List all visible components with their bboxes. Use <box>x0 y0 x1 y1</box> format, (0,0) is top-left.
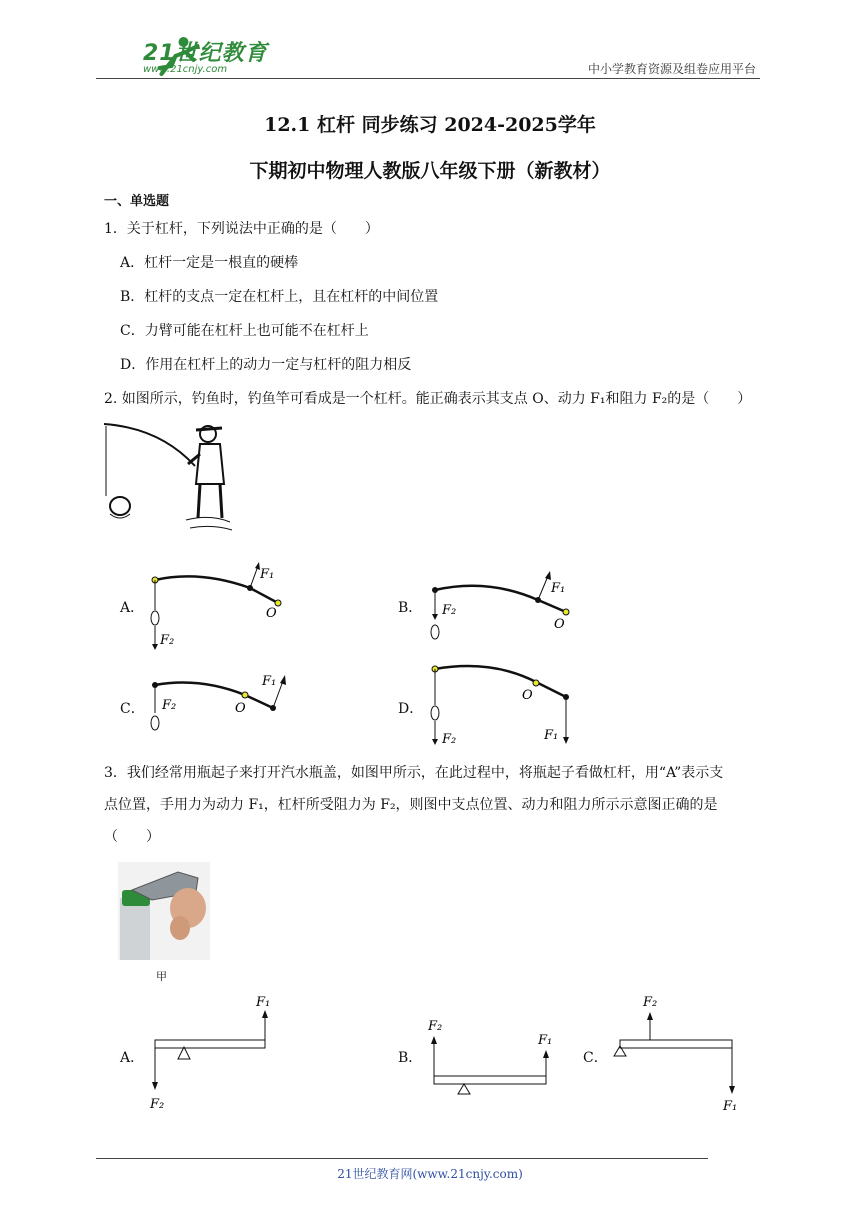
q1-option-b[interactable]: B．杠杆的支点一定在杠杆上，且在杠杆的中间位置 <box>120 289 439 305</box>
q2b-f1-label: F₁ <box>551 581 566 596</box>
q1-option-c[interactable]: C．力臂可能在杠杆上也可能不在杠杆上 <box>120 323 369 339</box>
q2a-f2-label: F₂ <box>160 633 175 648</box>
bottle-opener-photo <box>118 862 210 960</box>
logo-url: www.21cnjy.com <box>143 64 228 75</box>
q3-label-b[interactable]: B． <box>398 1050 423 1066</box>
q3-figure-b <box>418 1010 558 1100</box>
q2d-o-label: O <box>522 688 533 703</box>
q2-figure-b <box>418 560 578 655</box>
fisherman-picture <box>100 418 240 538</box>
header-divider <box>96 78 760 79</box>
q2d-f2-label: F₂ <box>442 732 457 747</box>
q2-figure-c <box>140 665 300 745</box>
q2-label-d[interactable]: D． <box>398 701 424 717</box>
q2-figure-a <box>140 560 300 655</box>
q2d-f1-label: F₁ <box>544 728 559 743</box>
section-heading: 一、单选题 <box>104 194 170 209</box>
q3-figure-c <box>605 990 745 1115</box>
logo-text: 21世纪教育 <box>143 41 268 66</box>
q3-stem-line3: （ ） <box>104 829 160 845</box>
q3c-f2-label: F₂ <box>643 995 658 1010</box>
q2c-o-label: O <box>235 701 246 716</box>
q2a-f1-label: F₁ <box>260 567 275 582</box>
q2-figure-d <box>418 655 578 750</box>
q1-option-a[interactable]: A．杠杆一定是一根直的硬棒 <box>120 255 299 271</box>
q3-figure-a <box>140 990 280 1115</box>
title-line2: 下期初中物理人教版八年级下册（新教材） <box>249 160 611 182</box>
q2a-o-label: O <box>266 606 277 621</box>
footer-divider <box>96 1158 708 1159</box>
platform-name: 中小学教育资源及组卷应用平台 <box>587 62 756 76</box>
q2-label-b[interactable]: B． <box>398 600 423 616</box>
q2c-f1-label: F₁ <box>262 674 277 689</box>
q1-option-d[interactable]: D．作用在杠杆上的动力一定与杠杆的阻力相反 <box>120 357 412 373</box>
q3a-f1-label: F₁ <box>256 995 271 1010</box>
footer-link[interactable]: 21世纪教育网(www.21cnjy.com) <box>337 1167 523 1181</box>
q2b-f2-label: F₂ <box>442 603 457 618</box>
q2-label-c[interactable]: C． <box>120 701 145 717</box>
q2-label-a[interactable]: A． <box>120 600 145 616</box>
q3-stem-line2: 点位置，手用力为动力 F₁，杠杆所受阻力为 F₂，则图中支点位置、动力和阻力所示示意图正确的是 <box>104 797 718 813</box>
q3a-f2-label: F₂ <box>150 1097 165 1112</box>
q1-stem: 1．关于杠杆，下列说法中正确的是（ ） <box>104 221 379 237</box>
q3-label-c[interactable]: C． <box>583 1050 608 1066</box>
q3b-f2-label: F₂ <box>428 1019 443 1034</box>
q3b-f1-label: F₁ <box>538 1033 553 1048</box>
title-line1: 12.1 杠杆 同步练习 2024-2025学年 <box>264 114 596 136</box>
q2-stem: 2. 如图所示，钓鱼时，钓鱼竿可看成是一个杠杆。能正确表示其支点 O、动力 F₁和阻力 F₂的是（ ） <box>104 391 752 407</box>
q2b-o-label: O <box>554 617 565 632</box>
figure-caption-jia: 甲 <box>156 970 167 983</box>
q3-label-a[interactable]: A． <box>120 1050 145 1066</box>
q2c-f2-label: F₂ <box>162 698 177 713</box>
q3-stem-line1: 3．我们经常用瓶起子来打开汽水瓶盖，如图甲所示，在此过程中，将瓶起子看做杠杆，用“A”表示支 <box>104 765 724 781</box>
q3c-f1-label: F₁ <box>723 1099 738 1114</box>
